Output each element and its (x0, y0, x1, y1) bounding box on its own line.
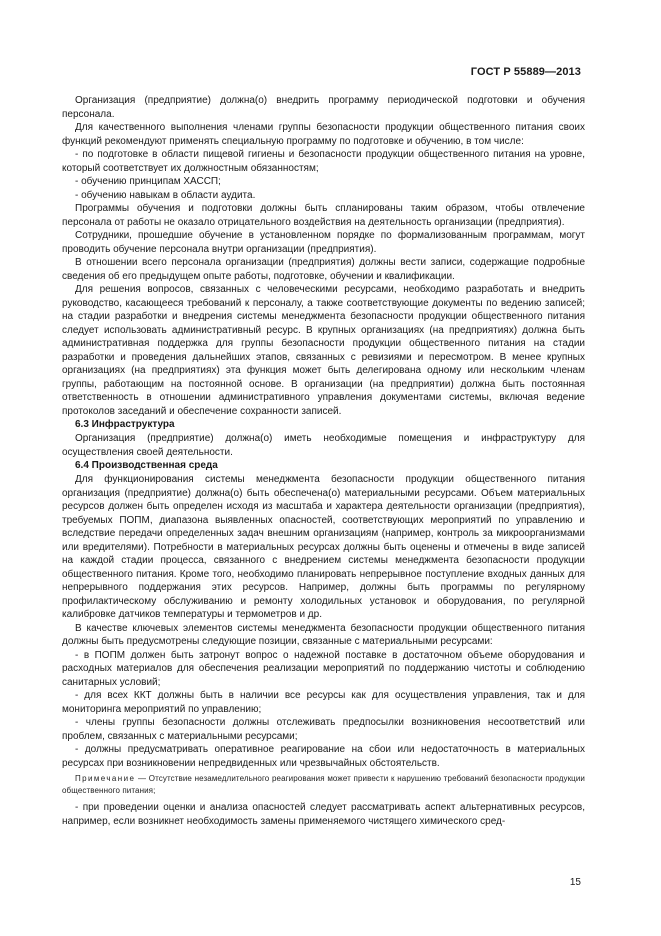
document-body (62, 94, 585, 828)
document-header: ГОСТ Р 55889—2013 (470, 66, 581, 78)
list-item: - для всех ККТ должны быть в наличии все ресурсы как для осуществления управления, так и для мониторинга мероприятий по управлению; (62, 690, 585, 715)
paragraph: Организация (предприятие) должна(о) иметь необходимые помещения и инфраструктуру для осуществления своей деятельности. (62, 433, 585, 458)
paragraph: В качестве ключевых элементов системы менеджмента безопасности продукции общественного питания должны быть предусмотрены следующие позиции, связанные с материальными ресурсами: (62, 622, 585, 647)
list-item: - при проведении оценки и анализа опасностей следует рассматривать аспект альтернативных ресурсов, например, если возникнет необходимость замены применяемого чистящего химического сред- (62, 802, 585, 827)
paragraph: В отношении всего персонала организации (предприятия) должны вести записи, содержащие подробные сведения об его предыдущем опыте работы, подготовке, обучении и квалификации. (62, 257, 585, 282)
list-item: - обучению принципам ХАССП; (75, 176, 221, 187)
list-item: - по подготовке в области пищевой гигиены и безопасности продукции общественного питания на уровне, который соответствует их должностным обязанностям; (62, 149, 585, 174)
page-number: 15 (569, 877, 581, 888)
note (62, 773, 585, 797)
section-heading-6-3: 6.3 Инфраструктура (75, 419, 175, 430)
note-label: Примечание (75, 774, 136, 783)
note-text: — Отсутствие незамедлительного реагирования может привести к нарушению требований безопасности продукции общественного питания; (62, 774, 585, 795)
section-heading-6-4: 6.4 Производственная среда (75, 460, 218, 471)
paragraph: Сотрудники, прошедшие обучение в установленном порядке по формализованным программам, могут проводить обучение персонала внутри организации (предприятия). (62, 230, 585, 255)
paragraph: Для решения вопросов, связанных с человеческими ресурсами, необходимо разработать и внедрить руководство, касающееся требований к персоналу, а также соответствующие документы по ведению записей; на стадии разработки и внедрения системы менеджмента безопасности продукции общественного питания следует использовать административный ресурс. В крупных организациях (на предприятиях) должна быть административная поддержка для группы безопасности продукции общественного питания на стадии разработки и проведения дальнейших этапов, связанных с ревизиями и пересмотром. В менее крупных организациях (на предприятиях) эта функция может быть делегирована одному или нескольким членам группы, работающим на постоянной основе. В организации (на предприятии) должна быть постоянная ответственность в отношении административного управления документами системы, включая ведение протоколов заседаний и обеспечение сохранности записей. (62, 284, 585, 417)
list-item: - члены группы безопасности должны отслеживать предпосылки возникновения несоответствий или проблем, связанных с материальными ресурсами; (62, 717, 585, 742)
list-item: - должны предусматривать оперативное реагирование на сбои или недостаточность в материальных ресурсах при возникновении непредвиденных или чрезвычайных обстоятельств. (62, 744, 585, 769)
paragraph: Программы обучения и подготовки должны быть спланированы таким образом, чтобы отвлечение персонала от работы не оказало отрицательного воздействия на деятельность организации (предприятия). (62, 203, 585, 228)
paragraph: Организация (предприятие) должна(о) внедрить программу периодической подготовки и обучения персонала. (62, 95, 585, 120)
paragraph: Для функционирования системы менеджмента безопасности продукции общественного питания организация (предприятие) должна(о) быть обеспечена(о) материальными ресурсами. Объем материальных ресурсов должен быть определен исходя из масштаба и характера деятельности организации (предприятия), требуемых ПОПМ, диапазона выявленных опасностей, соответствующих мероприятий по управлению и вследствие передачи определенных задач внешним организациям (например, контроль за микроорганизмами или вредителями). Потребности в материальных ресурсах должны быть оценены и отмечены в виде записей на каждой стадии процесса, связанного с внедрением системы менеджмента безопасности продукции общественного питания. Кроме того, необходимо планировать непрерывное поступление входных данных для непрерывного поддержания этих ресурсов. Например, должны быть программы по регулярному профилактическому обслуживанию и ремонту холодильных установок и оборудования, по регулярной калибровке датчиков температуры и термометров и др. (62, 474, 585, 620)
list-item: - обучению навыкам в области аудита. (75, 189, 256, 201)
paragraph: Для качественного выполнения членами группы безопасности продукции общественного питания своих функций рекомендуют применять специальную программу по подготовке и обучению, в том числе: (62, 122, 585, 147)
list-item: - в ПОПМ должен быть затронут вопрос о надежной поставке в достаточном объеме оборудования и расходных материалов для обеспечения реализации мероприятий по поддержанию чистоты и соблюдению санитарных условий; (62, 649, 585, 688)
